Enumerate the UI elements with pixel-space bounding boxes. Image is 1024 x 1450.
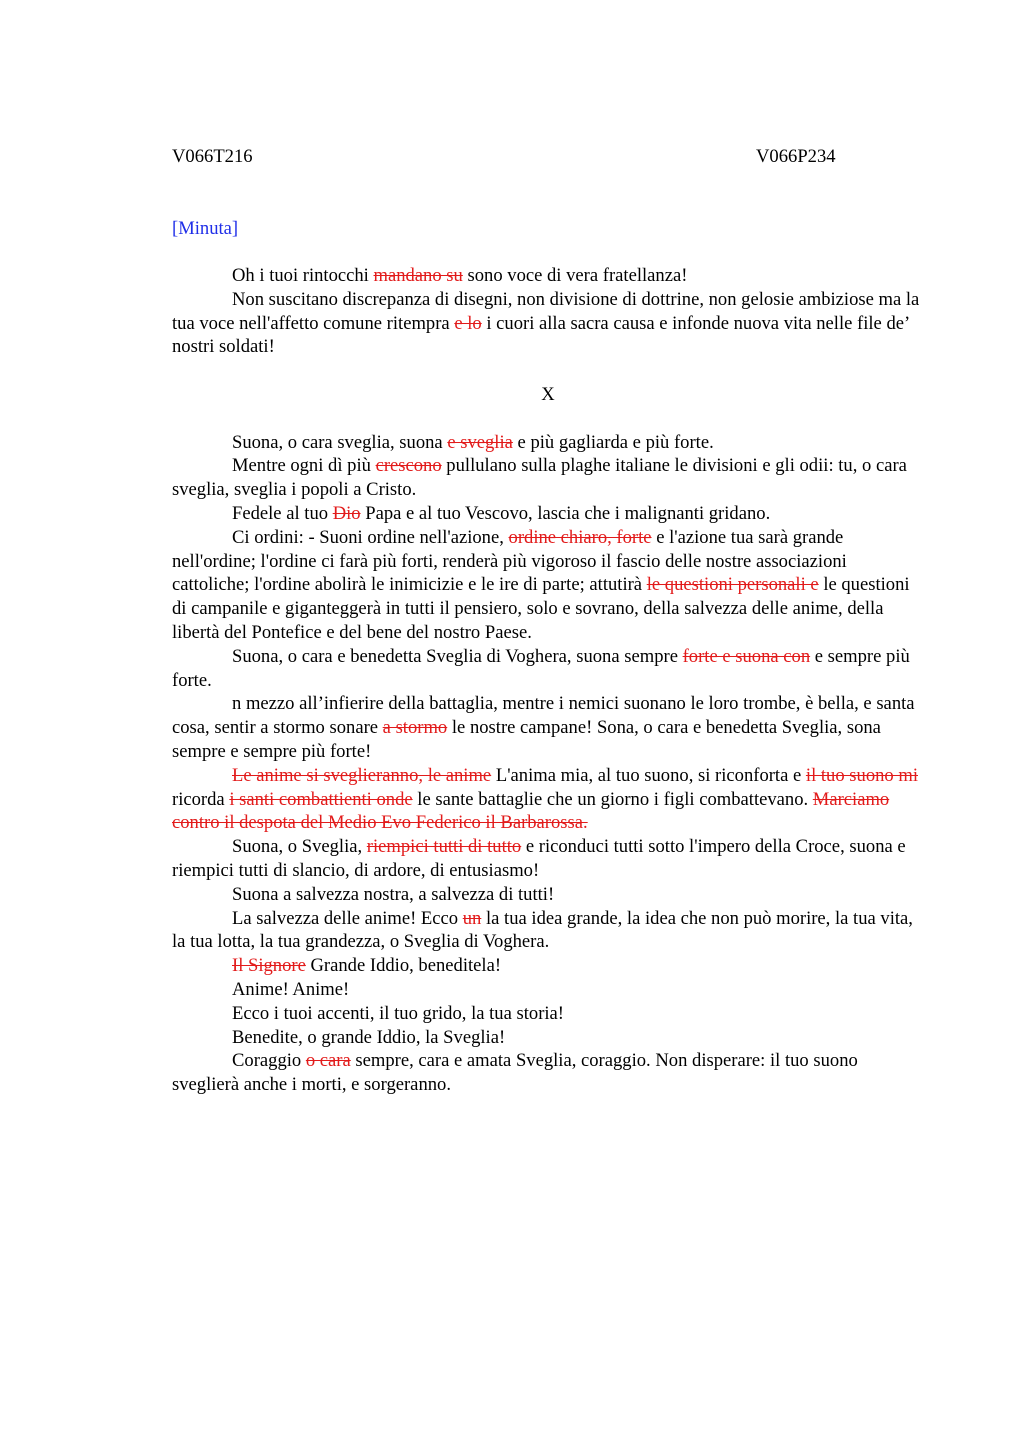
text-segment: Papa e al tuo Vescovo, lascia che i malignanti gridano. xyxy=(360,502,771,524)
text-segment: Grande Iddio, beneditela! xyxy=(305,955,502,977)
text-segment: n mezzo all’infierire della battaglia, mentre i nemici suonano le loro trombe, è bella, e santa cosa, sentir a stormo sonare xyxy=(172,693,915,739)
section-marker: X xyxy=(541,383,555,405)
text-segment: Suona a salvezza nostra, a salvezza di tutti! xyxy=(232,883,555,905)
paragraph xyxy=(172,264,924,288)
deleted-text: il tuo suono mi xyxy=(805,764,918,786)
deleted-text: e sveglia xyxy=(447,431,513,453)
minuta-label: [Minuta] xyxy=(172,218,239,239)
paragraph xyxy=(172,502,924,526)
text-segment: Benedite, o grande Iddio, la Sveglia! xyxy=(232,1026,506,1048)
paragraph xyxy=(172,907,924,955)
text-segment: Oh i tuoi rintocchi xyxy=(232,265,374,286)
text-segment: Non suscitano discrepanza di disegni, non divisione di dottrine, non gelosie ambiziose ma la tua voce nell'affetto comune ritempra xyxy=(172,288,920,334)
text-segment: le questioni di campanile e giganteggerà in tutti il pensiero, solo e sovrano, della salvezza delle anime, della libertà del Pontefice e del bene del nostro Paese. xyxy=(172,574,910,643)
text-segment: la tua idea grande, la idea che non può morire, la tua vita, la tua lotta, la tua grandezza, o Sveglia di Voghera. xyxy=(172,907,913,953)
text-segment: ricorda xyxy=(172,788,230,810)
text-segment: Ecco i tuoi accenti, il tuo grido, la tua storia! xyxy=(232,1002,565,1024)
text-segment: Suona, o cara sveglia, suona xyxy=(232,431,448,453)
deleted-text: forte e suona con xyxy=(682,645,811,667)
paragraph xyxy=(172,764,924,835)
text-segment: e più gagliarda e più forte. xyxy=(512,431,714,453)
paragraph xyxy=(172,692,924,763)
right-document-code: V066P234 xyxy=(756,146,836,167)
deleted-text: e lo xyxy=(454,312,482,334)
text-segment: Suona, o cara e benedetta Sveglia di Voghera, suona sempre xyxy=(232,645,683,667)
paragraph xyxy=(172,954,924,978)
text-segment: le sante battaglie che un giorno i figli combattevano. xyxy=(412,788,813,810)
paragraphs-after-marker xyxy=(172,431,924,1097)
deleted-text: crescono xyxy=(375,455,442,477)
paragraph xyxy=(172,526,924,645)
text-segment: L'anima mia, al tuo suono, si riconforta e xyxy=(491,764,806,786)
document-header xyxy=(172,146,924,172)
text-segment: sempre, cara e amata Sveglia, coraggio. Non disperare: il tuo suono sveglierà anche i morti, e sorgeranno. xyxy=(172,1050,858,1096)
deleted-text: o cara xyxy=(305,1050,351,1072)
left-document-code: V066T216 xyxy=(172,146,253,167)
document-body xyxy=(172,264,924,1097)
text-segment: Suona, o Sveglia, xyxy=(232,836,367,858)
paragraph xyxy=(172,978,924,1002)
text-segment: e l'azione tua sarà grande nell'ordine; l'ordine ci farà più forti, renderà più vigoroso il fascio delle nostre associazioni cattoliche; l'ordine abolirà le inimicizie e le ire di parte; attutirà xyxy=(172,526,847,596)
deleted-text: a stormo xyxy=(382,717,448,739)
deleted-text: ordine chiaro, forte xyxy=(508,526,652,548)
deleted-text: Le anime si sveglieranno, le anime xyxy=(232,764,492,786)
text-segment: Fedele al tuo xyxy=(232,502,333,524)
paragraph xyxy=(172,288,924,359)
paragraph xyxy=(172,431,924,455)
text-segment: e sempre più forte. xyxy=(172,645,910,691)
paragraph xyxy=(172,645,924,693)
paragraph xyxy=(172,1049,924,1097)
deleted-text: Dio xyxy=(332,502,361,524)
deleted-text: Marciamo contro il despota del Medio Evo Federico il Barbarossa. xyxy=(172,788,890,834)
deleted-text: i santi combattienti onde xyxy=(229,788,413,810)
paragraph xyxy=(172,454,924,502)
paragraph xyxy=(172,1002,924,1026)
text-segment: Anime! Anime! xyxy=(232,978,350,1000)
text-segment: pullulano sulla plaghe italiane le divisioni e gli odii: tu, o cara sveglia, sveglia i popoli a Cristo. xyxy=(172,455,907,501)
text-segment: i cuori alla sacra causa e infonde nuova vita nelle file de’ nostri soldati! xyxy=(172,312,909,358)
paragraph xyxy=(172,1026,924,1050)
text-segment: La salvezza delle anime! Ecco xyxy=(232,907,463,929)
paragraph xyxy=(172,835,924,883)
deleted-text: Il Signore xyxy=(232,955,306,977)
paragraphs-before-marker xyxy=(172,264,924,359)
deleted-text: le questioni personali e xyxy=(646,574,819,596)
text-segment: e riconduci tutti sotto l'impero della Croce, suona e riempici tutti di slancio, di ardore, di entusiasmo! xyxy=(172,836,906,881)
deleted-text: riempici tutti di tutto xyxy=(366,836,522,858)
text-segment: le nostre campane! Sona, o cara e benedetta Sveglia, sona sempre e sempre più forte! xyxy=(172,717,881,762)
deleted-text: un xyxy=(462,907,482,929)
text-segment: Coraggio xyxy=(232,1050,306,1072)
deleted-text: mandano su xyxy=(373,265,463,286)
text-segment: Mentre ogni dì più xyxy=(232,455,376,477)
text-segment: sono voce di vera fratellanza! xyxy=(462,265,688,286)
text-segment: Ci ordini: - Suoni ordine nell'azione, xyxy=(232,526,509,548)
paragraph xyxy=(172,883,924,907)
